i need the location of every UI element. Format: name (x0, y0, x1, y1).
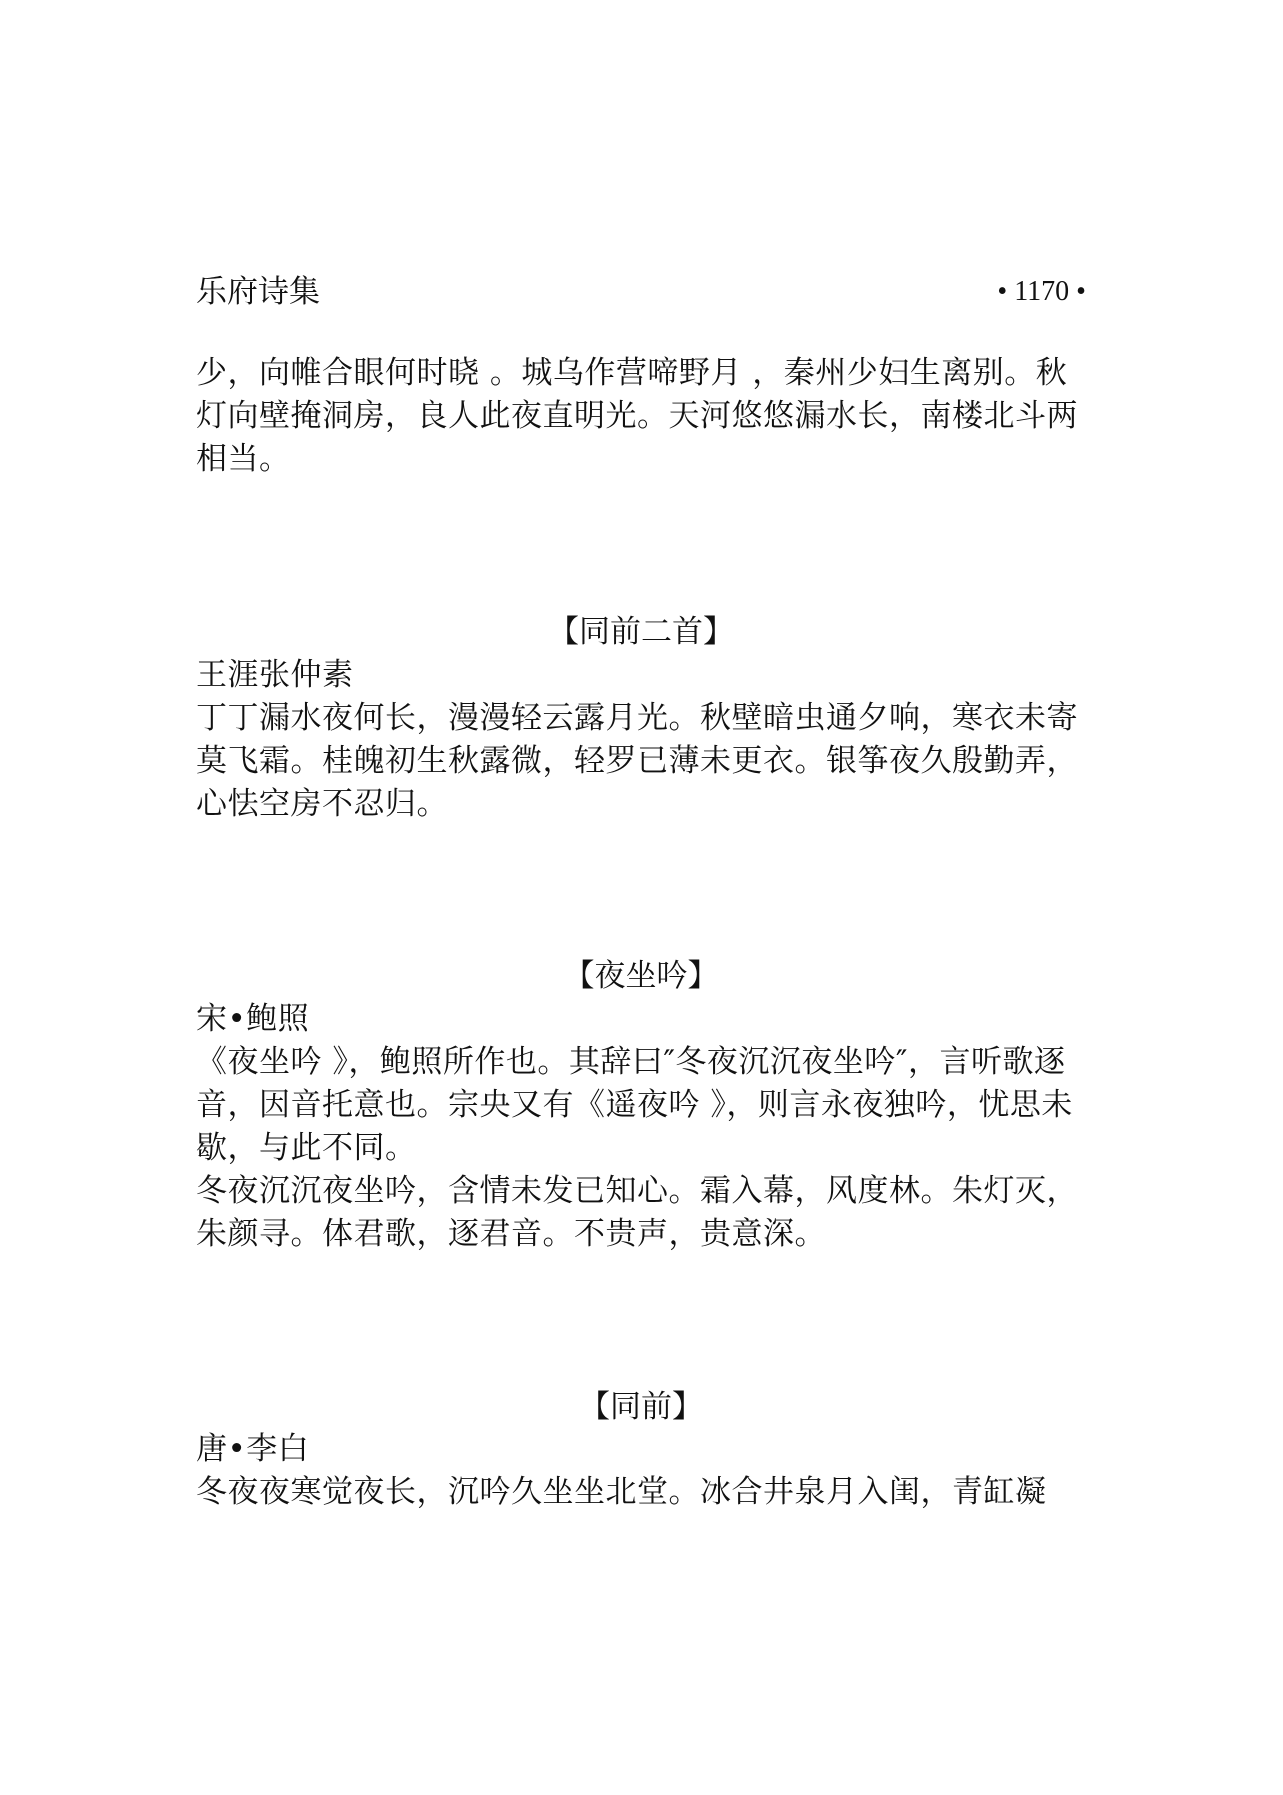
section-paragraph: 冬夜夜寒觉夜长，沉吟久坐坐北堂。冰合井泉月入闺，青缸凝 (196, 1474, 1047, 1510)
section-body (196, 998, 1096, 1256)
section-paragraph: 《夜坐吟 》，鲍照所作也。其辞曰″冬夜沉沉夜坐吟″，言听歌逐音，因音托意也。宗央又有《遥夜吟 》，则言永夜独吟，忧思未歇，与此不同。 (196, 1044, 1073, 1166)
section-title: 【夜坐吟】 (563, 958, 719, 994)
section-title: 【同前二首】 (548, 614, 734, 650)
section-author: 王涯张仲素 (196, 657, 354, 693)
section-author: 唐•李白 (196, 1431, 310, 1467)
section-title: 【同前】 (579, 1389, 703, 1425)
section-paragraph: 冬夜沉沉夜坐吟，含情未发已知心。霜入幕，风度林。朱灯灭，朱颜寻。体君歌，逐君音。不贵声，贵意深。 (196, 1173, 1078, 1252)
section-paragraph: 丁丁漏水夜何长，漫漫轻云露月光。秋壁暗虫通夕响，寒衣未寄莫飞霜。桂魄初生秋露微，轻罗已薄未更衣。银筝夜久殷勤弄，心怯空房不忍归。 (196, 700, 1078, 822)
continuation-paragraph: 少，向帷合眼何时晓 。城乌作营啼野月 ，秦州少妇生离别。秋灯向壁掩洞房，良人此夜直明光。天河悠悠漏水长，南楼北斗两相当。 (196, 355, 1078, 477)
section-body (196, 654, 1096, 826)
book-title: 乐府诗集 (196, 274, 320, 310)
section-body (196, 1428, 1096, 1514)
section-author: 宋•鲍照 (196, 1001, 310, 1037)
page-number: • 1170 • (997, 276, 1086, 307)
page-header (196, 270, 1086, 314)
continuation-text (196, 352, 1096, 481)
